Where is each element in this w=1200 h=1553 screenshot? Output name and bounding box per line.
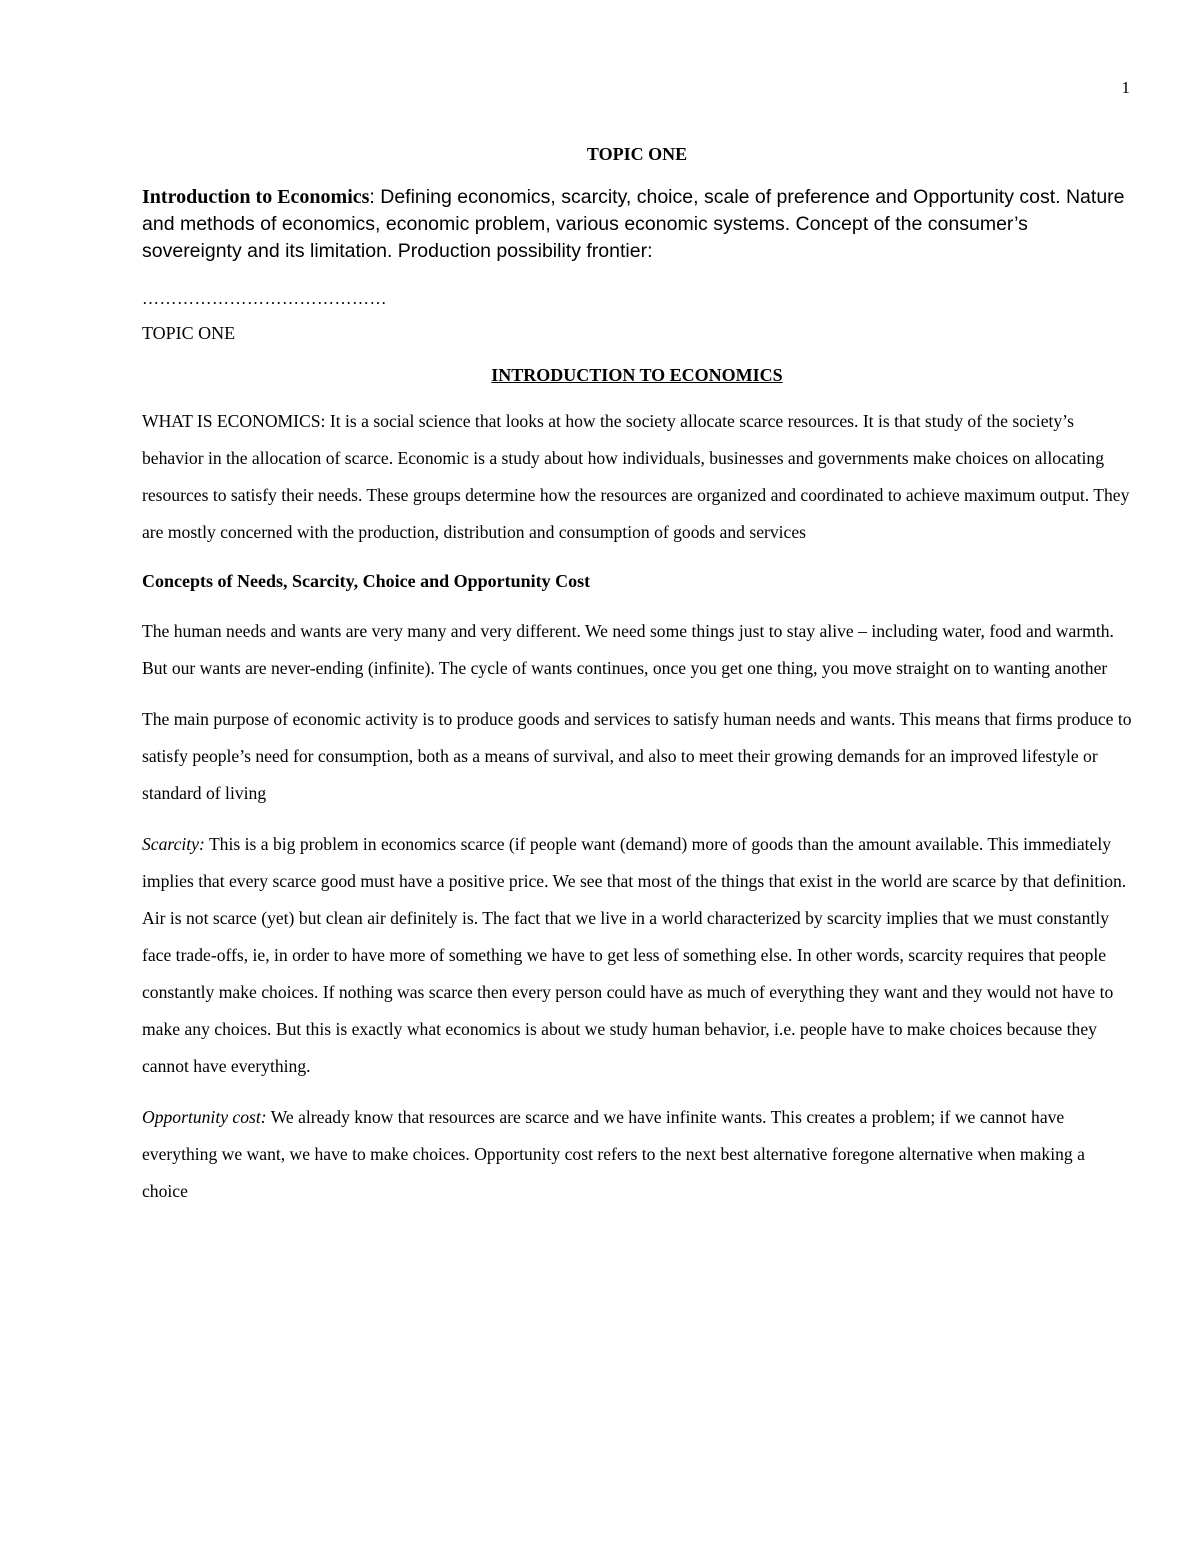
document-content	[142, 142, 1132, 1224]
main-heading: INTRODUCTION TO ECONOMICS	[491, 365, 783, 385]
intro-lead: Introduction to Economics	[142, 186, 370, 208]
scarcity-lead: Scarcity:	[142, 834, 205, 854]
intro-paragraph	[142, 184, 1132, 265]
scarcity-paragraph	[142, 826, 1132, 1085]
topic-title: TOPIC ONE	[586, 144, 688, 164]
topic-label: TOPIC ONE	[142, 323, 236, 343]
what-is-economics-paragraph: WHAT IS ECONOMICS: It is a social science that looks at how the society allocate scarce resources. It is that study of the society’s behavior in the allocation of scarce. Economic is a study about how individuals, businesses and governments make choices on allocating resources to satisfy their needs. These groups determine how the resources are organized and coordinated to achieve maximum output. They are mostly concerned with the production, distribution and consumption of goods and services	[142, 411, 1130, 542]
section-heading: Concepts of Needs, Scarcity, Choice and Opportunity Cost	[142, 571, 591, 591]
page-number: 1	[1121, 78, 1130, 97]
scarcity-text: This is a big problem in economics scarce (if people want (demand) more of goods than the amount available. This immediately implies that every scarce good must have a positive price. We see that most of the things that exist in the world are scarce by that definition. Air is not scarce (yet) but clean air definitely is. The fact that we live in a world characterized by scarcity implies that we must constantly face trade-offs, ie, in order to have more of something we have to get less of something else. In other words, scarcity requires that people constantly make choices. If nothing was scarce then every person could have as much of everything they want and they would not have to make any choices. But this is exactly what economics is about we study human behavior, i.e. people have to make choices because they cannot have everything.	[142, 834, 1127, 1076]
intro-text: : Defining economics, scarcity, choice, scale of preference and Opportunity cost. Nature and methods of economics, economic problem, various economic systems. Concept of the consumer’s sovereignty and its limitation. Production possibility frontier:	[142, 186, 1125, 262]
dotted-separator: ……………………………………	[142, 289, 387, 308]
opportunity-cost-paragraph	[142, 1099, 1132, 1210]
opportunity-cost-text: We already know that resources are scarce and we have infinite wants. This creates a problem; if we cannot have everything we want, we have to make choices. Opportunity cost refers to the next best alternative foregone alternative when making a choice	[142, 1107, 1085, 1201]
needs-paragraph: The human needs and wants are very many and very different. We need some things just to stay alive – including water, food and warmth. But our wants are never-ending (infinite). The cycle of wants continues, once you get one thing, you move straight on to wanting another	[142, 621, 1114, 678]
purpose-paragraph: The main purpose of economic activity is to produce goods and services to satisfy human needs and wants. This means that firms produce to satisfy people’s need for consumption, both as a means of survival, and also to meet their growing demands for an improved lifestyle or standard of living	[142, 709, 1132, 803]
opportunity-cost-lead: Opportunity cost:	[142, 1107, 267, 1127]
